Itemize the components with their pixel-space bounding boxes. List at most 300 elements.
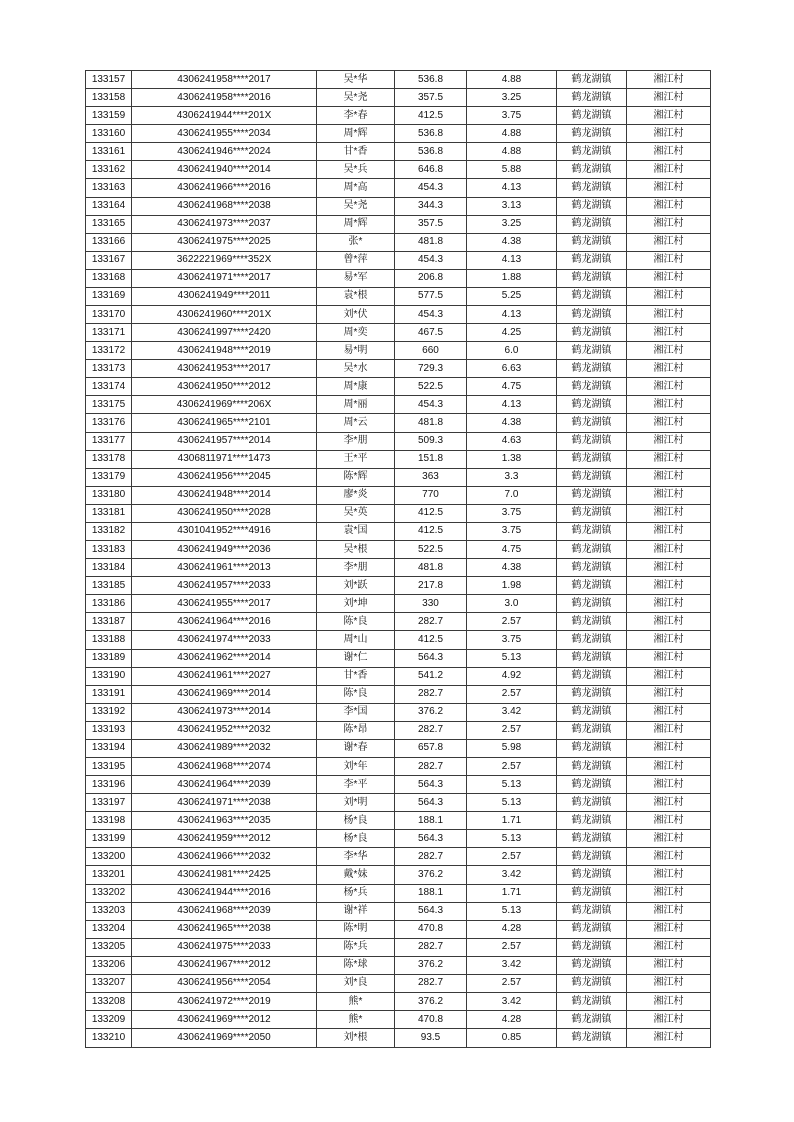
cell-village: 湘江村 <box>627 595 711 613</box>
cell-town: 鹤龙湖镇 <box>557 342 627 360</box>
cell-id-number: 4306241975****2025 <box>132 233 317 251</box>
cell-town: 鹤龙湖镇 <box>557 541 627 559</box>
table-row <box>86 703 711 721</box>
table-row <box>86 251 711 269</box>
cell-seq: 133206 <box>86 956 132 974</box>
cell-seq: 133193 <box>86 721 132 739</box>
cell-id-number: 4306241957****2033 <box>132 577 317 595</box>
cell-amount: 564.3 <box>395 649 467 667</box>
table-row <box>86 884 711 902</box>
cell-name: 吴*英 <box>317 504 395 522</box>
table-row <box>86 541 711 559</box>
cell-town: 鹤龙湖镇 <box>557 197 627 215</box>
cell-town: 鹤龙湖镇 <box>557 830 627 848</box>
cell-town: 鹤龙湖镇 <box>557 396 627 414</box>
cell-village: 湘江村 <box>627 577 711 595</box>
cell-name: 易*军 <box>317 269 395 287</box>
cell-town: 鹤龙湖镇 <box>557 685 627 703</box>
cell-village: 湘江村 <box>627 830 711 848</box>
cell-name: 袁*根 <box>317 287 395 305</box>
cell-amount: 660 <box>395 342 467 360</box>
cell-id-number: 4306241972****2019 <box>132 992 317 1010</box>
cell-area: 5.88 <box>467 161 557 179</box>
table-row <box>86 468 711 486</box>
cell-village: 湘江村 <box>627 89 711 107</box>
cell-amount: 206.8 <box>395 269 467 287</box>
table-row <box>86 71 711 89</box>
cell-id-number: 4306241958****2017 <box>132 71 317 89</box>
cell-area: 5.13 <box>467 902 557 920</box>
cell-name: 李*春 <box>317 107 395 125</box>
cell-amount: 454.3 <box>395 179 467 197</box>
cell-seq: 133183 <box>86 541 132 559</box>
cell-name: 刘*年 <box>317 757 395 775</box>
cell-amount: 481.8 <box>395 559 467 577</box>
cell-id-number: 4306241962****2014 <box>132 649 317 667</box>
cell-village: 湘江村 <box>627 541 711 559</box>
cell-amount: 282.7 <box>395 757 467 775</box>
cell-area: 1.38 <box>467 450 557 468</box>
cell-village: 湘江村 <box>627 884 711 902</box>
cell-name: 甘*香 <box>317 143 395 161</box>
cell-seq: 133162 <box>86 161 132 179</box>
cell-village: 湘江村 <box>627 522 711 540</box>
cell-area: 4.28 <box>467 920 557 938</box>
cell-amount: 454.3 <box>395 396 467 414</box>
cell-area: 3.3 <box>467 468 557 486</box>
cell-seq: 133194 <box>86 739 132 757</box>
cell-seq: 133159 <box>86 107 132 125</box>
cell-town: 鹤龙湖镇 <box>557 143 627 161</box>
cell-town: 鹤龙湖镇 <box>557 450 627 468</box>
table-row <box>86 486 711 504</box>
table-row <box>86 956 711 974</box>
cell-seq: 133172 <box>86 342 132 360</box>
cell-seq: 133208 <box>86 992 132 1010</box>
cell-town: 鹤龙湖镇 <box>557 721 627 739</box>
cell-id-number: 4306241967****2012 <box>132 956 317 974</box>
cell-village: 湘江村 <box>627 974 711 992</box>
table-row <box>86 342 711 360</box>
cell-area: 1.71 <box>467 884 557 902</box>
cell-seq: 133182 <box>86 522 132 540</box>
records-table <box>85 70 711 1048</box>
cell-seq: 133164 <box>86 197 132 215</box>
cell-id-number: 4306241965****2038 <box>132 920 317 938</box>
cell-village: 湘江村 <box>627 848 711 866</box>
cell-village: 湘江村 <box>627 396 711 414</box>
cell-amount: 470.8 <box>395 920 467 938</box>
cell-village: 湘江村 <box>627 559 711 577</box>
cell-seq: 133201 <box>86 866 132 884</box>
cell-village: 湘江村 <box>627 866 711 884</box>
cell-village: 湘江村 <box>627 215 711 233</box>
table-row <box>86 450 711 468</box>
cell-amount: 376.2 <box>395 992 467 1010</box>
cell-seq: 133158 <box>86 89 132 107</box>
cell-name: 谢*春 <box>317 739 395 757</box>
cell-area: 3.42 <box>467 866 557 884</box>
cell-name: 谢*祥 <box>317 902 395 920</box>
cell-village: 湘江村 <box>627 468 711 486</box>
cell-amount: 454.3 <box>395 306 467 324</box>
cell-name: 廖*炎 <box>317 486 395 504</box>
cell-id-number: 3622221969****352X <box>132 251 317 269</box>
cell-town: 鹤龙湖镇 <box>557 776 627 794</box>
cell-amount: 282.7 <box>395 721 467 739</box>
cell-amount: 564.3 <box>395 794 467 812</box>
cell-area: 1.71 <box>467 812 557 830</box>
cell-name: 陈*良 <box>317 613 395 631</box>
cell-name: 戴*妹 <box>317 866 395 884</box>
cell-village: 湘江村 <box>627 450 711 468</box>
cell-town: 鹤龙湖镇 <box>557 432 627 450</box>
cell-name: 刘*伏 <box>317 306 395 324</box>
cell-seq: 133176 <box>86 414 132 432</box>
cell-town: 鹤龙湖镇 <box>557 884 627 902</box>
cell-area: 4.13 <box>467 396 557 414</box>
table-row <box>86 902 711 920</box>
cell-name: 熊* <box>317 992 395 1010</box>
cell-area: 3.75 <box>467 522 557 540</box>
cell-seq: 133175 <box>86 396 132 414</box>
cell-village: 湘江村 <box>627 107 711 125</box>
cell-area: 5.13 <box>467 830 557 848</box>
cell-name: 周*山 <box>317 631 395 649</box>
cell-area: 2.57 <box>467 685 557 703</box>
cell-seq: 133197 <box>86 794 132 812</box>
cell-town: 鹤龙湖镇 <box>557 161 627 179</box>
table-row <box>86 631 711 649</box>
cell-village: 湘江村 <box>627 938 711 956</box>
cell-id-number: 4306241946****2024 <box>132 143 317 161</box>
cell-village: 湘江村 <box>627 1029 711 1048</box>
cell-name: 周*康 <box>317 378 395 396</box>
cell-id-number: 4306241949****2011 <box>132 287 317 305</box>
cell-town: 鹤龙湖镇 <box>557 649 627 667</box>
cell-area: 2.57 <box>467 848 557 866</box>
cell-village: 湘江村 <box>627 992 711 1010</box>
cell-seq: 133191 <box>86 685 132 703</box>
cell-amount: 412.5 <box>395 504 467 522</box>
cell-village: 湘江村 <box>627 342 711 360</box>
cell-amount: 729.3 <box>395 360 467 378</box>
table-row <box>86 215 711 233</box>
records-table-body <box>86 71 711 1048</box>
table-row <box>86 432 711 450</box>
cell-id-number: 4306241975****2033 <box>132 938 317 956</box>
cell-id-number: 4306241964****2016 <box>132 613 317 631</box>
cell-town: 鹤龙湖镇 <box>557 631 627 649</box>
cell-village: 湘江村 <box>627 233 711 251</box>
table-row <box>86 360 711 378</box>
cell-amount: 282.7 <box>395 938 467 956</box>
cell-area: 7.0 <box>467 486 557 504</box>
cell-id-number: 4306241965****2101 <box>132 414 317 432</box>
cell-id-number: 4306241968****2038 <box>132 197 317 215</box>
cell-name: 陈*兵 <box>317 938 395 956</box>
cell-name: 陈*辉 <box>317 468 395 486</box>
cell-name: 李*国 <box>317 703 395 721</box>
cell-amount: 564.3 <box>395 830 467 848</box>
cell-name: 周*丽 <box>317 396 395 414</box>
table-row <box>86 848 711 866</box>
table-row <box>86 1029 711 1048</box>
cell-id-number: 4306241948****2014 <box>132 486 317 504</box>
table-row <box>86 1011 711 1029</box>
cell-id-number: 4306241949****2036 <box>132 541 317 559</box>
cell-id-number: 4306241950****2028 <box>132 504 317 522</box>
cell-area: 2.57 <box>467 974 557 992</box>
cell-amount: 412.5 <box>395 522 467 540</box>
cell-id-number: 4306241956****2045 <box>132 468 317 486</box>
cell-name: 周*云 <box>317 414 395 432</box>
table-row <box>86 812 711 830</box>
cell-village: 湘江村 <box>627 956 711 974</box>
cell-area: 0.85 <box>467 1029 557 1048</box>
cell-village: 湘江村 <box>627 920 711 938</box>
table-row <box>86 794 711 812</box>
cell-village: 湘江村 <box>627 161 711 179</box>
cell-village: 湘江村 <box>627 631 711 649</box>
cell-town: 鹤龙湖镇 <box>557 125 627 143</box>
table-row <box>86 757 711 775</box>
cell-seq: 133170 <box>86 306 132 324</box>
cell-amount: 541.2 <box>395 667 467 685</box>
cell-seq: 133168 <box>86 269 132 287</box>
cell-area: 2.57 <box>467 613 557 631</box>
cell-area: 5.13 <box>467 776 557 794</box>
cell-town: 鹤龙湖镇 <box>557 504 627 522</box>
cell-name: 谢*仁 <box>317 649 395 667</box>
table-row <box>86 721 711 739</box>
cell-seq: 133204 <box>86 920 132 938</box>
cell-name: 刘*跃 <box>317 577 395 595</box>
cell-seq: 133184 <box>86 559 132 577</box>
cell-amount: 536.8 <box>395 143 467 161</box>
cell-town: 鹤龙湖镇 <box>557 794 627 812</box>
cell-seq: 133199 <box>86 830 132 848</box>
cell-town: 鹤龙湖镇 <box>557 1029 627 1048</box>
cell-name: 甘*香 <box>317 667 395 685</box>
table-row <box>86 613 711 631</box>
cell-name: 易*明 <box>317 342 395 360</box>
cell-amount: 344.3 <box>395 197 467 215</box>
cell-town: 鹤龙湖镇 <box>557 179 627 197</box>
cell-name: 吴*兵 <box>317 161 395 179</box>
cell-town: 鹤龙湖镇 <box>557 667 627 685</box>
cell-area: 3.13 <box>467 197 557 215</box>
cell-amount: 376.2 <box>395 703 467 721</box>
cell-name: 袁*国 <box>317 522 395 540</box>
cell-town: 鹤龙湖镇 <box>557 1011 627 1029</box>
cell-village: 湘江村 <box>627 721 711 739</box>
table-row <box>86 378 711 396</box>
cell-id-number: 4306241974****2033 <box>132 631 317 649</box>
cell-amount: 536.8 <box>395 125 467 143</box>
cell-area: 3.25 <box>467 215 557 233</box>
cell-name: 杨*良 <box>317 812 395 830</box>
cell-name: 吴*根 <box>317 541 395 559</box>
cell-amount: 363 <box>395 468 467 486</box>
cell-seq: 133196 <box>86 776 132 794</box>
cell-id-number: 4306241961****2013 <box>132 559 317 577</box>
cell-area: 3.75 <box>467 631 557 649</box>
cell-area: 4.75 <box>467 541 557 559</box>
cell-town: 鹤龙湖镇 <box>557 956 627 974</box>
cell-area: 4.38 <box>467 233 557 251</box>
cell-id-number: 4306241971****2038 <box>132 794 317 812</box>
table-row <box>86 830 711 848</box>
cell-id-number: 4306241957****2014 <box>132 432 317 450</box>
cell-amount: 188.1 <box>395 884 467 902</box>
cell-name: 张* <box>317 233 395 251</box>
cell-amount: 467.5 <box>395 324 467 342</box>
cell-amount: 93.5 <box>395 1029 467 1048</box>
cell-village: 湘江村 <box>627 287 711 305</box>
cell-amount: 577.5 <box>395 287 467 305</box>
cell-town: 鹤龙湖镇 <box>557 866 627 884</box>
cell-name: 李*平 <box>317 776 395 794</box>
cell-seq: 133205 <box>86 938 132 956</box>
cell-village: 湘江村 <box>627 432 711 450</box>
table-row <box>86 649 711 667</box>
table-row <box>86 233 711 251</box>
table-row <box>86 866 711 884</box>
cell-area: 2.57 <box>467 938 557 956</box>
cell-id-number: 4306241969****2014 <box>132 685 317 703</box>
cell-seq: 133186 <box>86 595 132 613</box>
cell-area: 5.13 <box>467 794 557 812</box>
table-row <box>86 161 711 179</box>
cell-id-number: 4306241964****2039 <box>132 776 317 794</box>
cell-village: 湘江村 <box>627 143 711 161</box>
cell-id-number: 4306241973****2014 <box>132 703 317 721</box>
cell-amount: 282.7 <box>395 974 467 992</box>
cell-id-number: 4306241961****2027 <box>132 667 317 685</box>
cell-name: 吴*水 <box>317 360 395 378</box>
cell-name: 周*辉 <box>317 215 395 233</box>
cell-area: 4.88 <box>467 71 557 89</box>
cell-id-number: 4306241966****2016 <box>132 179 317 197</box>
cell-village: 湘江村 <box>627 378 711 396</box>
cell-village: 湘江村 <box>627 685 711 703</box>
cell-village: 湘江村 <box>627 1011 711 1029</box>
cell-village: 湘江村 <box>627 125 711 143</box>
cell-id-number: 4306241960****201X <box>132 306 317 324</box>
cell-area: 3.42 <box>467 992 557 1010</box>
cell-name: 李*朋 <box>317 559 395 577</box>
table-row <box>86 287 711 305</box>
cell-name: 李*华 <box>317 848 395 866</box>
cell-name: 曾*萍 <box>317 251 395 269</box>
cell-seq: 133203 <box>86 902 132 920</box>
cell-seq: 133190 <box>86 667 132 685</box>
cell-amount: 481.8 <box>395 233 467 251</box>
cell-seq: 133192 <box>86 703 132 721</box>
table-row <box>86 324 711 342</box>
table-row <box>86 595 711 613</box>
cell-village: 湘江村 <box>627 360 711 378</box>
cell-name: 刘*坤 <box>317 595 395 613</box>
cell-name: 陈*球 <box>317 956 395 974</box>
cell-town: 鹤龙湖镇 <box>557 287 627 305</box>
cell-seq: 133157 <box>86 71 132 89</box>
cell-area: 1.98 <box>467 577 557 595</box>
cell-amount: 217.8 <box>395 577 467 595</box>
cell-seq: 133161 <box>86 143 132 161</box>
cell-id-number: 4306241997****2420 <box>132 324 317 342</box>
cell-seq: 133189 <box>86 649 132 667</box>
table-row <box>86 522 711 540</box>
cell-name: 陈*明 <box>317 920 395 938</box>
table-row <box>86 504 711 522</box>
cell-seq: 133160 <box>86 125 132 143</box>
cell-name: 吴*尧 <box>317 197 395 215</box>
cell-name: 周*奕 <box>317 324 395 342</box>
table-row <box>86 107 711 125</box>
table-row <box>86 920 711 938</box>
cell-town: 鹤龙湖镇 <box>557 71 627 89</box>
cell-area: 4.63 <box>467 432 557 450</box>
cell-amount: 412.5 <box>395 107 467 125</box>
cell-seq: 133202 <box>86 884 132 902</box>
cell-amount: 454.3 <box>395 251 467 269</box>
cell-name: 陈*良 <box>317 685 395 703</box>
cell-town: 鹤龙湖镇 <box>557 378 627 396</box>
cell-town: 鹤龙湖镇 <box>557 414 627 432</box>
cell-village: 湘江村 <box>627 251 711 269</box>
cell-amount: 770 <box>395 486 467 504</box>
cell-amount: 509.3 <box>395 432 467 450</box>
cell-town: 鹤龙湖镇 <box>557 522 627 540</box>
cell-area: 4.38 <box>467 559 557 577</box>
table-row <box>86 577 711 595</box>
cell-amount: 376.2 <box>395 956 467 974</box>
cell-area: 3.42 <box>467 703 557 721</box>
cell-name: 周*高 <box>317 179 395 197</box>
cell-village: 湘江村 <box>627 667 711 685</box>
cell-village: 湘江村 <box>627 486 711 504</box>
cell-village: 湘江村 <box>627 757 711 775</box>
cell-village: 湘江村 <box>627 269 711 287</box>
cell-id-number: 4306241963****2035 <box>132 812 317 830</box>
cell-amount: 282.7 <box>395 848 467 866</box>
cell-town: 鹤龙湖镇 <box>557 486 627 504</box>
cell-village: 湘江村 <box>627 504 711 522</box>
cell-seq: 133200 <box>86 848 132 866</box>
cell-area: 4.13 <box>467 179 557 197</box>
cell-amount: 412.5 <box>395 631 467 649</box>
cell-area: 2.57 <box>467 721 557 739</box>
cell-village: 湘江村 <box>627 649 711 667</box>
cell-id-number: 4306241944****201X <box>132 107 317 125</box>
cell-area: 4.25 <box>467 324 557 342</box>
cell-town: 鹤龙湖镇 <box>557 974 627 992</box>
cell-name: 周*辉 <box>317 125 395 143</box>
cell-amount: 282.7 <box>395 685 467 703</box>
cell-id-number: 4306241973****2037 <box>132 215 317 233</box>
cell-seq: 133177 <box>86 432 132 450</box>
cell-seq: 133198 <box>86 812 132 830</box>
cell-id-number: 4306241969****2012 <box>132 1011 317 1029</box>
cell-town: 鹤龙湖镇 <box>557 613 627 631</box>
cell-town: 鹤龙湖镇 <box>557 902 627 920</box>
cell-area: 4.75 <box>467 378 557 396</box>
cell-id-number: 4306241944****2016 <box>132 884 317 902</box>
cell-town: 鹤龙湖镇 <box>557 595 627 613</box>
cell-village: 湘江村 <box>627 197 711 215</box>
